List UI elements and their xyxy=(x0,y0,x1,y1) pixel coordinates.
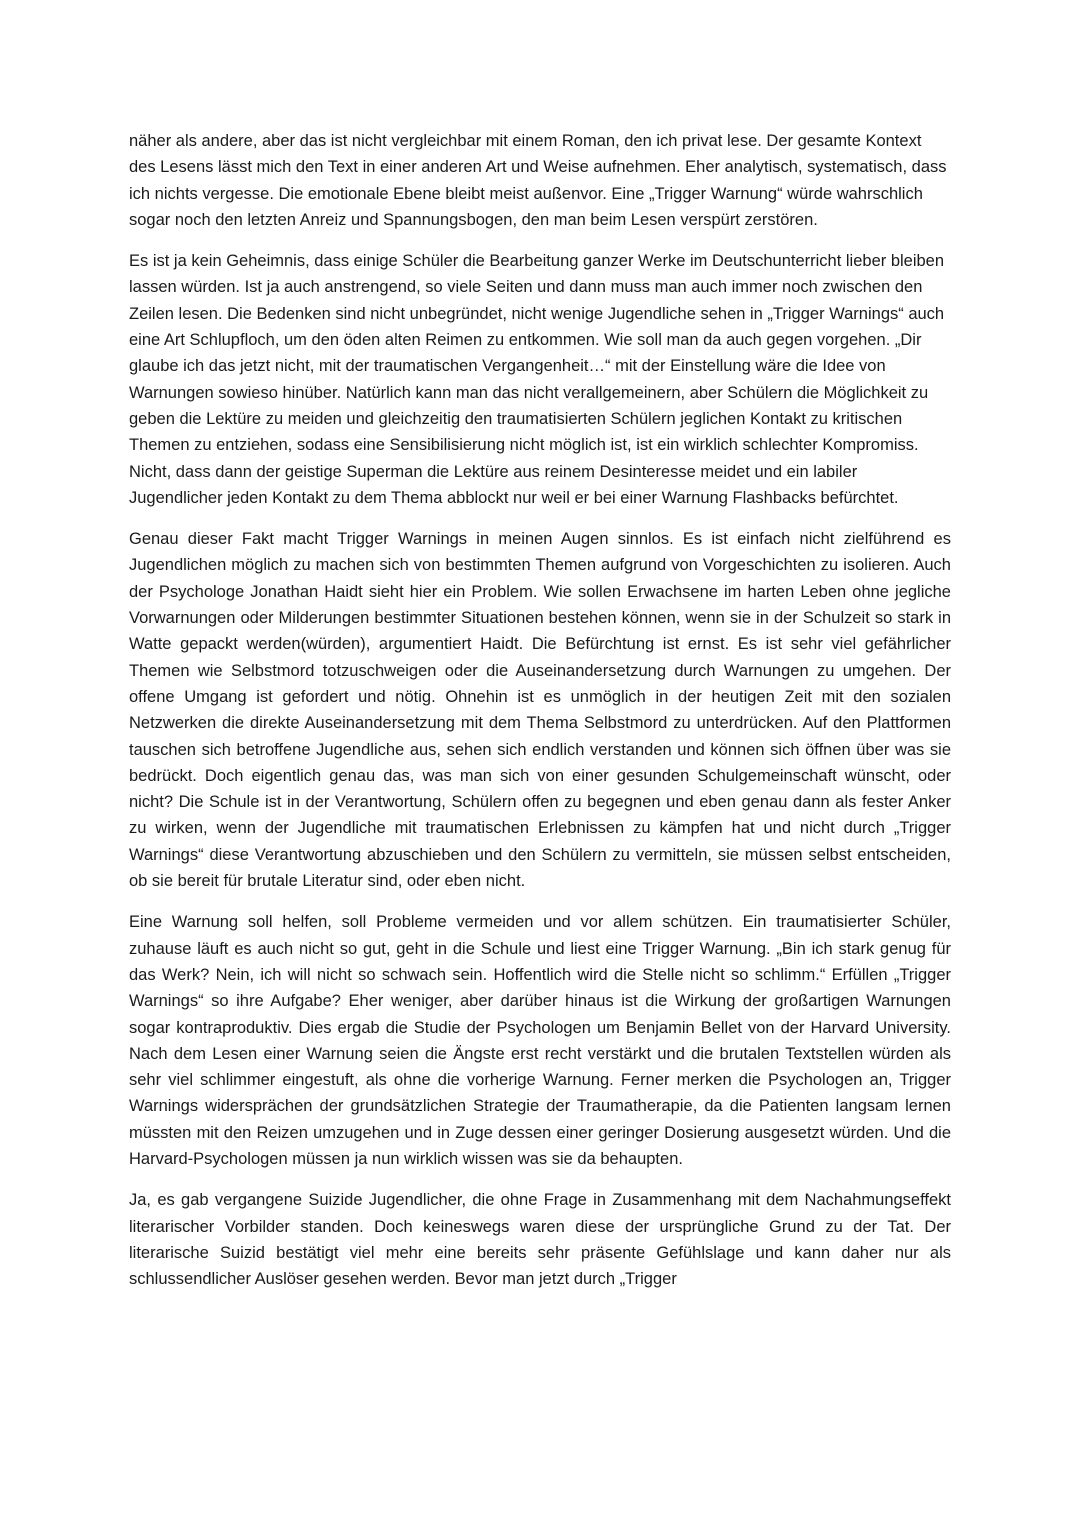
paragraph-5: Ja, es gab vergangene Suizide Jugendlicher, die ohne Frage in Zusammenhang mit dem Nachahmungseffekt literarischer Vorbilder standen. Doch keineswegs waren diese der ursprüngliche Grund zu der Tat. Der literarische Suizid bestätigt viel mehr eine bereits sehr präsente Gefühlslage und kann daher nur als schlussendlicher Auslöser gesehen werden. Bevor man jetzt durch „Trigger xyxy=(129,1191,951,1289)
paragraph-1: näher als andere, aber das ist nicht vergleichbar mit einem Roman, den ich privat lese. Der gesamte Kontext des Lesens lässt mich den Text in einer anderen Art und Weise aufnehmen. Eher analytisch, systematisch, dass ich nichts vergesse. Die emotionale Ebene bleibt meist außenvor. Eine „Trigger Warnung“ würde wahrschlich sogar noch den letzten Anreiz und Spannungsbogen, den man beim Lesen verspürt zerstören. xyxy=(129,132,947,229)
paragraph-4: Eine Warnung soll helfen, soll Probleme vermeiden und vor allem schützen. Ein traumatisierter Schüler, zuhause läuft es auch nicht so gut, geht in die Schule und liest eine Trigger Warnung. „Bin ich stark genug für das Werk? Nein, ich will nicht so schwach sein. Hoffentlich wird die Stelle nicht so schlimm.“ Erfüllen „Trigger Warnings“ so ihre Aufgabe? Eher weniger, aber darüber hinaus ist die Wirkung der großartigen Warnungen sogar kontraproduktiv. Dies ergab die Studie der Psychologen um Benjamin Bellet von der Harvard University. Nach dem Lesen einer Warnung seien die Ängste erst recht verstärkt und die brutalen Textstellen würden als sehr viel schlimmer eingestuft, als ohne die vorherige Warnung. Ferner merken die Psychologen an, Trigger Warnings widersprächen der grundsätzlichen Strategie der Traumatherapie, da die Patienten langsam lernen müssten mit den Reizen umzugehen und in Zuge dessen einer geringer Dosierung ausgesetzt würden. Und die Harvard-Psychologen müssen ja nun wirklich wissen was sie da behaupten. xyxy=(129,913,951,1168)
paragraph-3: Genau dieser Fakt macht Trigger Warnings in meinen Augen sinnlos. Es ist einfach nicht zielführend es Jugendlichen möglich zu machen sich von bestimmten Themen aufgrund von Vorgeschichten zu isolieren. Auch der Psychologe Jonathan Haidt sieht hier ein Problem. Wie sollen Erwachsene im harten Leben ohne jegliche Vorwarnungen oder Milderungen bestimmter Situationen bestehen können, wenn sie in der Schulzeit so stark in Watte gepackt werden(würden), argumentiert Haidt. Die Befürchtung ist ernst. Es ist sehr viel gefährlicher Themen wie Selbstmord totzuschweigen oder die Auseinandersetzung durch Warnungen zu umgehen. Der offene Umgang ist gefordert und nötig. Ohnehin ist es unmöglich in der heutigen Zeit mit den sozialen Netzwerken die direkte Auseinandersetzung mit dem Thema Selbstmord zu unterdrücken. Auf den Plattformen tauschen sich betroffene Jugendliche aus, sehen sich endlich verstanden und können sich öffnen über was sie bedrückt. Doch eigentlich genau das, was man sich von einer gesunden Schulgemeinschaft wünscht, oder nicht? Die Schule ist in der Verantwortung, Schülern offen zu begegnen und eben genau dann als fester Anker zu wirken, wenn der Jugendliche mit traumatischen Erlebnissen zu kämpfen hat und nicht durch „Trigger Warnings“ diese Verantwortung abzuschieben und den Schülern zu vermitteln, sie müssen selbst entscheiden, ob sie bereit für brutale Literatur sind, oder eben nicht. xyxy=(129,530,951,891)
document-body xyxy=(129,128,951,1307)
paragraph-2: Es ist ja kein Geheimnis, dass einige Schüler die Bearbeitung ganzer Werke im Deutschunterricht lieber bleiben lassen würden. Ist ja auch anstrengend, so viele Seiten und dann muss man auch immer noch zwischen den Zeilen lesen. Die Bedenken sind nicht unbegründet, nicht wenige Jugendliche sehen in „Trigger Warnings“ auch eine Art Schlupfloch, um den öden alten Reimen zu entkommen. Wie soll man da auch gegen vorgehen. „Dir glaube ich das jetzt nicht, mit der traumatischen Vergangenheit…“ mit der Einstellung wäre die Idee von Warnungen sowieso hinüber. Natürlich kann man das nicht verallgemeinern, aber Schülern die Möglichkeit zu geben die Lektüre zu meiden und gleichzeitig den traumatisierten Schülern jeglichen Kontakt zu kritischen Themen zu entziehen, sodass eine Sensibilisierung nicht möglich ist, ist ein wirklich schlechter Kompromiss. Nicht, dass dann der geistige Superman die Lektüre aus reinem Desinteresse meidet und ein labiler Jugendlicher jeden Kontakt zu dem Thema abblockt nur weil er bei einer Warnung Flashbacks befürchtet. xyxy=(129,252,945,507)
